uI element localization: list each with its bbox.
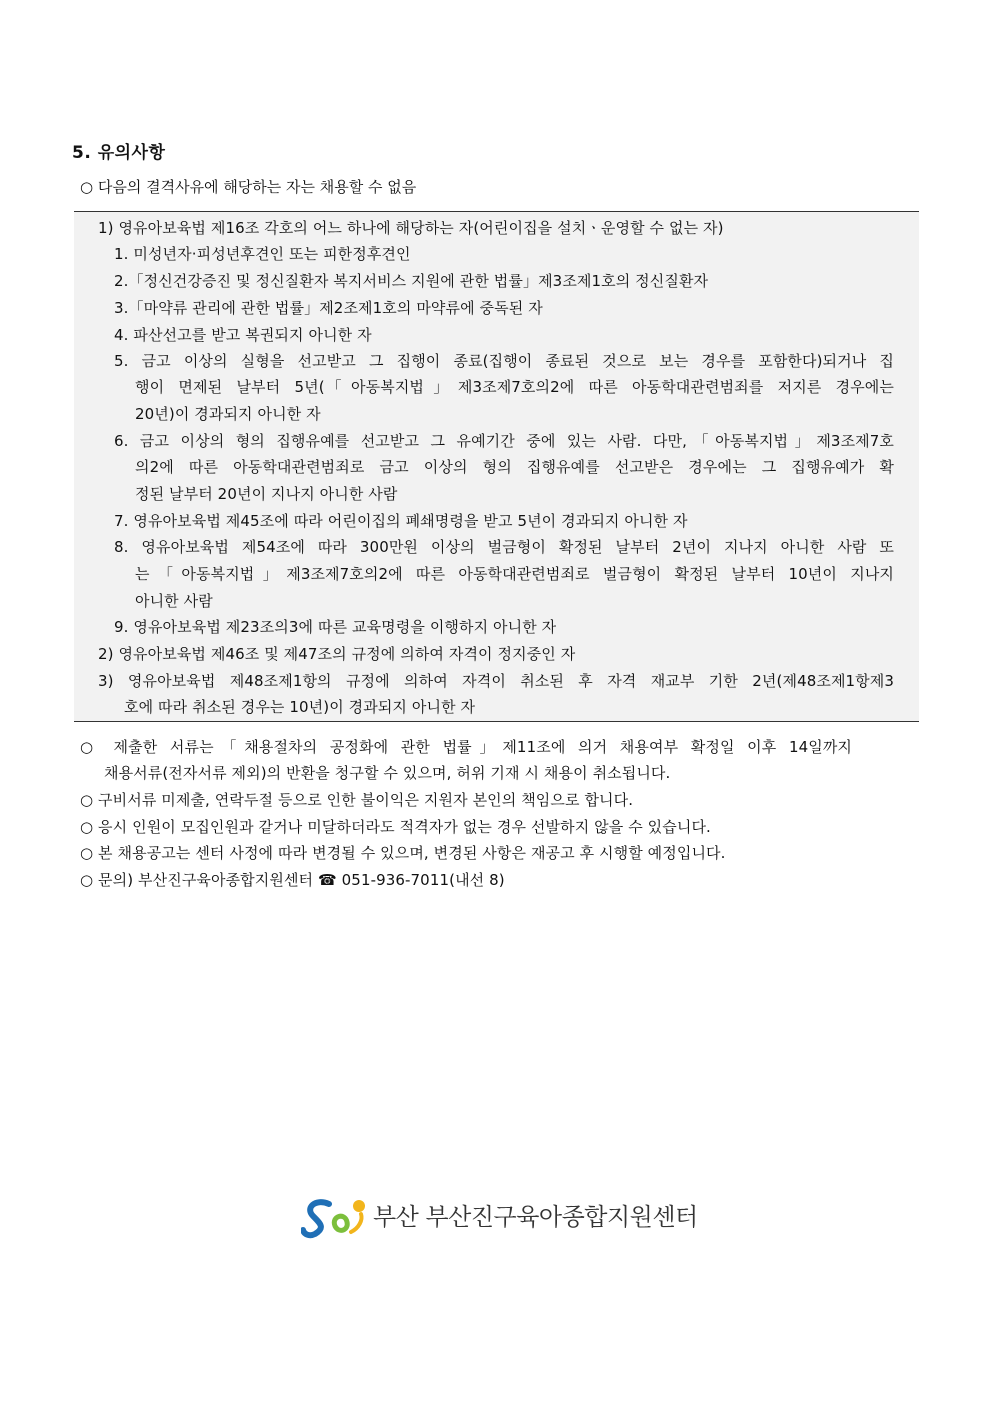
intro-line: ○ 다음의 결격사유에 해당하는 자는 채용할 수 없음 [80,178,417,196]
sub-item-8-line-2: 는「아동복지법」제3조제7호의2에 따른 아동학대관련범죄로 벌금형이 확정된 날부터 10년이 지나지 [135,565,894,583]
note-4: ○ 본 채용공고는 센터 사정에 따라 변경될 수 있으며, 변경된 사항은 재공고 후 시행할 예정입니다. [80,844,726,862]
note-1-line-2: 채용서류(전자서류 제외)의 반환을 청구할 수 있으며, 허위 기재 시 채용이 취소됩니다. [104,764,671,782]
footer-logo [301,1196,701,1240]
sub-item-5-line-3: 20년)이 경과되지 아니한 자 [135,405,321,423]
sub-item-5-line-2: 행이 면제된 날부터 5년(「아동복지법」제3조제7호의2에 따른 아동학대관련범죄를 저지른 경우에는 [135,378,894,396]
sub-item-6-line-3: 정된 날부터 20년이 지나지 아니한 사람 [135,485,398,503]
item-1: 1) 영유아보육법 제16조 각호의 어느 하나에 해당하는 자(어린이집을 설치ㆍ운영할 수 없는 자) [98,219,724,237]
sub-item-2: 2.「정신건강증진 및 정신질환자 복지서비스 지원에 관한 법률」제3조제1호의 정신질환자 [114,272,709,290]
item-2: 2) 영유아보육법 제46조 및 제47조의 규정에 의하여 자격이 정지중인 자 [98,645,576,663]
sub-item-9: 9. 영유아보육법 제23조의3에 따른 교육명령을 이행하지 아니한 자 [114,618,557,636]
item-3-line-2: 호에 따라 취소된 경우는 10년)이 경과되지 아니한 자 [124,698,476,716]
sub-item-6-line-2: 의2에 따른 아동학대관련범죄로 금고 이상의 형의 집행유예를 선고받은 경우에는 그 집행유예가 확 [135,458,894,476]
sub-item-6-line-1: 6. 금고 이상의 형의 집행유예를 선고받고 그 유예기간 중에 있는 사람. 다만,「아동복지법」제3조제7호 [114,432,894,450]
footer-org-name: 부산 부산진구육아종합지원센터 [373,1203,698,1231]
item-3-line-1: 3) 영유아보육법 제48조제1항의 규정에 의하여 자격이 취소된 후 자격 재교부 기한 2년(제48조제1항제3 [98,672,894,690]
sub-item-3: 3.「마약류 관리에 관한 법률」제2조제1호의 마약류에 중독된 자 [114,299,543,317]
sub-item-8-line-1: 8. 영유아보육법 제54조에 따라 300만원 이상의 벌금형이 확정된 날부터 2년이 지나지 아니한 사람 또 [114,538,894,556]
sub-item-8-line-3: 아니한 사람 [135,592,213,610]
sub-item-4: 4. 파산선고를 받고 복권되지 아니한 자 [114,326,372,344]
sub-item-7: 7. 영유아보육법 제45조에 따라 어린이집의 폐쇄명령을 받고 5년이 경과되지 아니한 자 [114,512,688,530]
section-title: 5. 유의사항 [72,143,166,163]
note-1-line-1: ○ 제출한 서류는「채용절차의 공정화에 관한 법률」제11조에 의거 채용여부 확정일 이후 14일까지 [80,738,852,756]
sub-item-5-line-1: 5. 금고 이상의 실형을 선고받고 그 집행이 종료(집행이 종료된 것으로 보는 경우를 포함한다)되거나 집 [114,352,894,370]
disqualification-box [74,211,919,722]
note-5-contact: ○ 문의) 부산진구육아종합지원센터 ☎ 051-936-7011(내선 8) [80,871,505,889]
note-3: ○ 응시 인원이 모집인원과 같거나 미달하더라도 적격자가 없는 경우 선발하지 않을 수 있습니다. [80,818,711,836]
sub-item-1: 1. 미성년자·피성년후견인 또는 피한정후견인 [114,245,411,263]
note-2: ○ 구비서류 미제출, 연락두절 등으로 인한 불이익은 지원자 본인의 책임으로 합니다. [80,791,634,809]
